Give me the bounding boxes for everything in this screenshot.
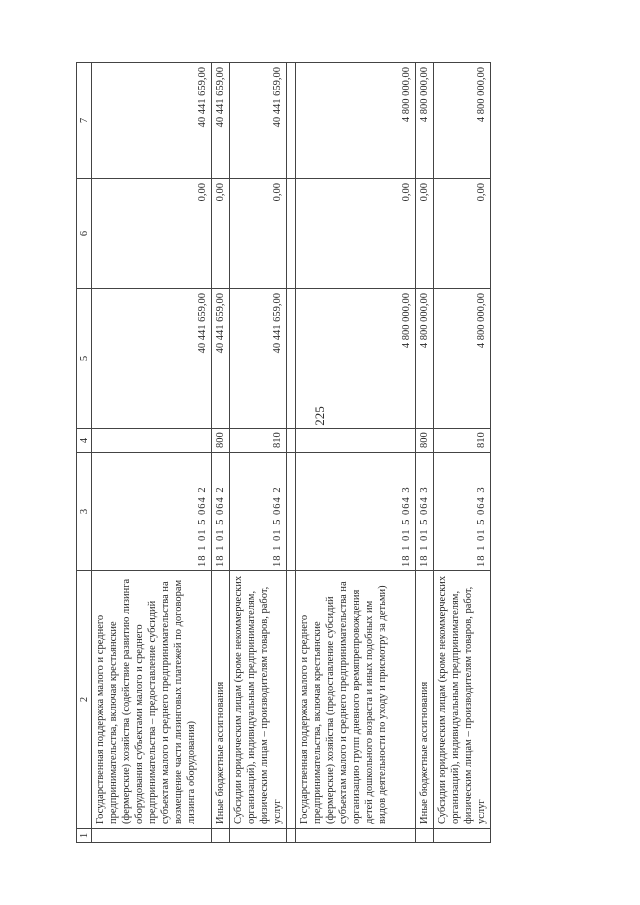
amount-cell: 40 441 659,00: [212, 289, 230, 429]
row-number-cell: [212, 829, 230, 843]
amount-cell: 4 800 000,00: [434, 289, 491, 429]
column-header: 2: [77, 571, 92, 829]
table-row: [296, 63, 416, 843]
amount-cell: 40 441 659,00: [212, 63, 230, 179]
row-number-cell: [230, 829, 287, 843]
budget-table: [76, 62, 491, 843]
table-row: [416, 63, 434, 843]
description-cell: Государственная поддержка малого и среднего предпринимательства, включая крестьянские (фермерские) хозяйства (предоставление субсидий субъектам малого и среднего предпринимательства на организацию групп дневного времяпрепровождения детей дошкольного возраста и иных подобных им видов деятельности по уходу и присмотру за детьми): [296, 571, 416, 829]
code-cell: 18 1 01 5 064 3: [296, 453, 416, 571]
amount-cell: 0,00: [212, 179, 230, 289]
code-cell: 18 1 01 5 064 2: [92, 453, 212, 571]
amount-cell: 0,00: [434, 179, 491, 289]
amount-cell: 40 441 659,00: [92, 63, 212, 179]
table-row: [92, 63, 212, 843]
column-header: 6: [77, 179, 92, 289]
column-header: 5: [77, 289, 92, 429]
code-cell: 18 1 01 5 064 3: [434, 453, 491, 571]
amount-cell: 40 441 659,00: [230, 289, 287, 429]
row-number-cell: [434, 829, 491, 843]
table-row: [434, 63, 491, 843]
row-number-cell: [92, 829, 212, 843]
column-header: 7: [77, 63, 92, 179]
amount-cell: 0,00: [230, 179, 287, 289]
description-cell: Иные бюджетные ассигнования: [416, 571, 434, 829]
amount-cell: 0,00: [416, 179, 434, 289]
rotated-page-content: [76, 63, 496, 843]
amount-cell: 4 800 000,00: [416, 63, 434, 179]
description-cell: Государственная поддержка малого и среднего предпринимательства, включая крестьянские (фермерские) хозяйства (содействие развитию лизинга оборудования субъектами малого и среднего предпринимательства – предоставление субсидий субъектам малого и среднего предпринимательства на возмещение части лизинговых платежей по договорам лизинга оборудования): [92, 571, 212, 829]
table-row: [230, 63, 287, 843]
amount-cell: 0,00: [92, 179, 212, 289]
amount-cell: 0,00: [296, 179, 416, 289]
table-body: [92, 63, 491, 843]
amount-cell: 40 441 659,00: [230, 63, 287, 179]
column-header: 4: [77, 429, 92, 453]
column-header: 3: [77, 453, 92, 571]
code-cell: 18 1 01 5 064 3: [416, 453, 434, 571]
code-cell: 18 1 01 5 064 2: [230, 453, 287, 571]
header-row: [77, 63, 92, 843]
code-cell: 18 1 01 5 064 2: [212, 453, 230, 571]
table-header: [77, 63, 92, 843]
description-cell: Иные бюджетные ассигнования: [212, 571, 230, 829]
amount-cell: 4 800 000,00: [434, 63, 491, 179]
expense-type-cell: 810: [230, 429, 287, 453]
page-number: 225: [312, 406, 327, 426]
expense-type-cell: 800: [416, 429, 434, 453]
description-cell: Субсидии юридическим лицам (кроме некоммерческих организаций), индивидуальным предпринимателям, физическим лицам – производителям товаров, работ, услуг: [434, 571, 491, 829]
expense-type-cell: [92, 429, 212, 453]
amount-cell: 4 800 000,00: [416, 289, 434, 429]
column-header: 1: [77, 829, 92, 843]
description-cell: Субсидии юридическим лицам (кроме некоммерческих организаций), индивидуальным предпринимателям, физическим лицам – производителям товаров, работ, услуг: [230, 571, 287, 829]
row-number-cell: [416, 829, 434, 843]
spacer-row: [287, 63, 296, 843]
expense-type-cell: 810: [434, 429, 491, 453]
amount-cell: 4 800 000,00: [296, 289, 416, 429]
table-row: [212, 63, 230, 843]
expense-type-cell: [296, 429, 416, 453]
row-number-cell: [296, 829, 416, 843]
amount-cell: 4 800 000,00: [296, 63, 416, 179]
amount-cell: 40 441 659,00: [92, 289, 212, 429]
expense-type-cell: 800: [212, 429, 230, 453]
